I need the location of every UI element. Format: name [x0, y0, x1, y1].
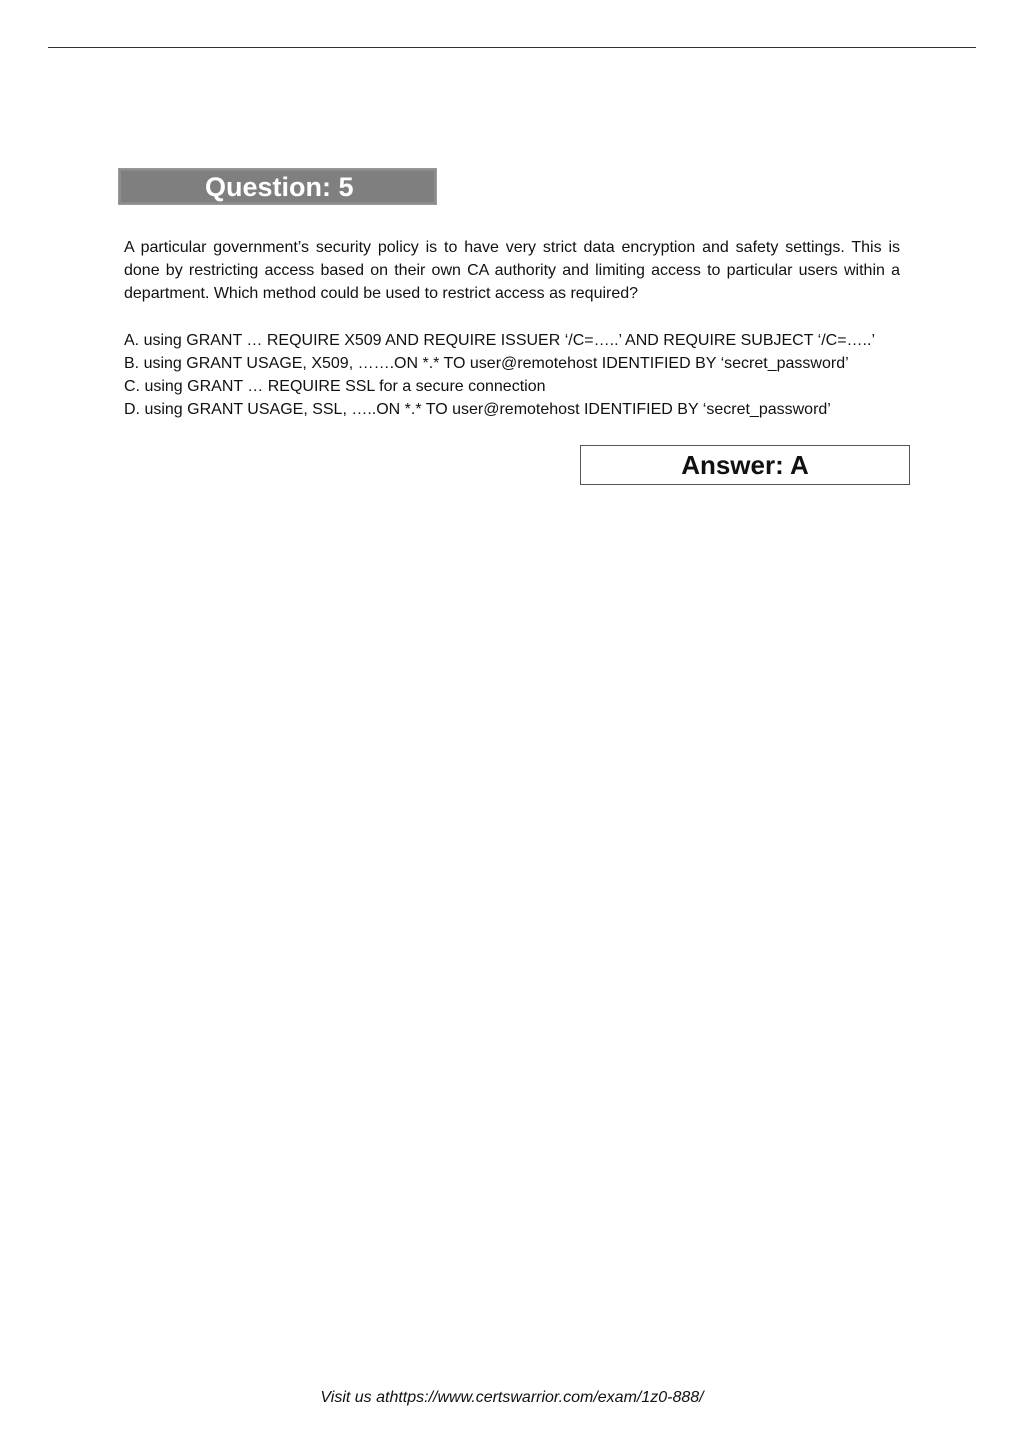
footer-visit-text: Visit us athttps://www.certswarrior.com/exam/1z0-888/: [320, 1389, 704, 1406]
answer-label: Answer: A: [681, 450, 809, 480]
answer-options: [124, 329, 904, 421]
answer-box: [580, 445, 910, 485]
option-a: A. using GRANT … REQUIRE X509 AND REQUIRE ISSUER ‘/C=…..’ AND REQUIRE SUBJECT ‘/C=…..’: [124, 332, 875, 349]
option-b: B. using GRANT USAGE, X509, …….ON *.* TO user@remotehost IDENTIFIED BY ‘secret_password’: [124, 355, 849, 372]
option-d: D. using GRANT USAGE, SSL, …..ON *.* TO user@remotehost IDENTIFIED BY ‘secret_password’: [124, 401, 831, 418]
question-header: [118, 168, 437, 205]
question-number: Question: 5: [205, 172, 354, 202]
option-c: C. using GRANT … REQUIRE SSL for a secure connection: [124, 378, 546, 395]
question-text: A particular government’s security policy is to have very strict data encryption and safety settings. This is done by restricting access based on their own CA authority and limiting access to particular users within a department. Which method could be used to restrict access as required?: [124, 239, 900, 302]
header-divider: [48, 47, 976, 48]
